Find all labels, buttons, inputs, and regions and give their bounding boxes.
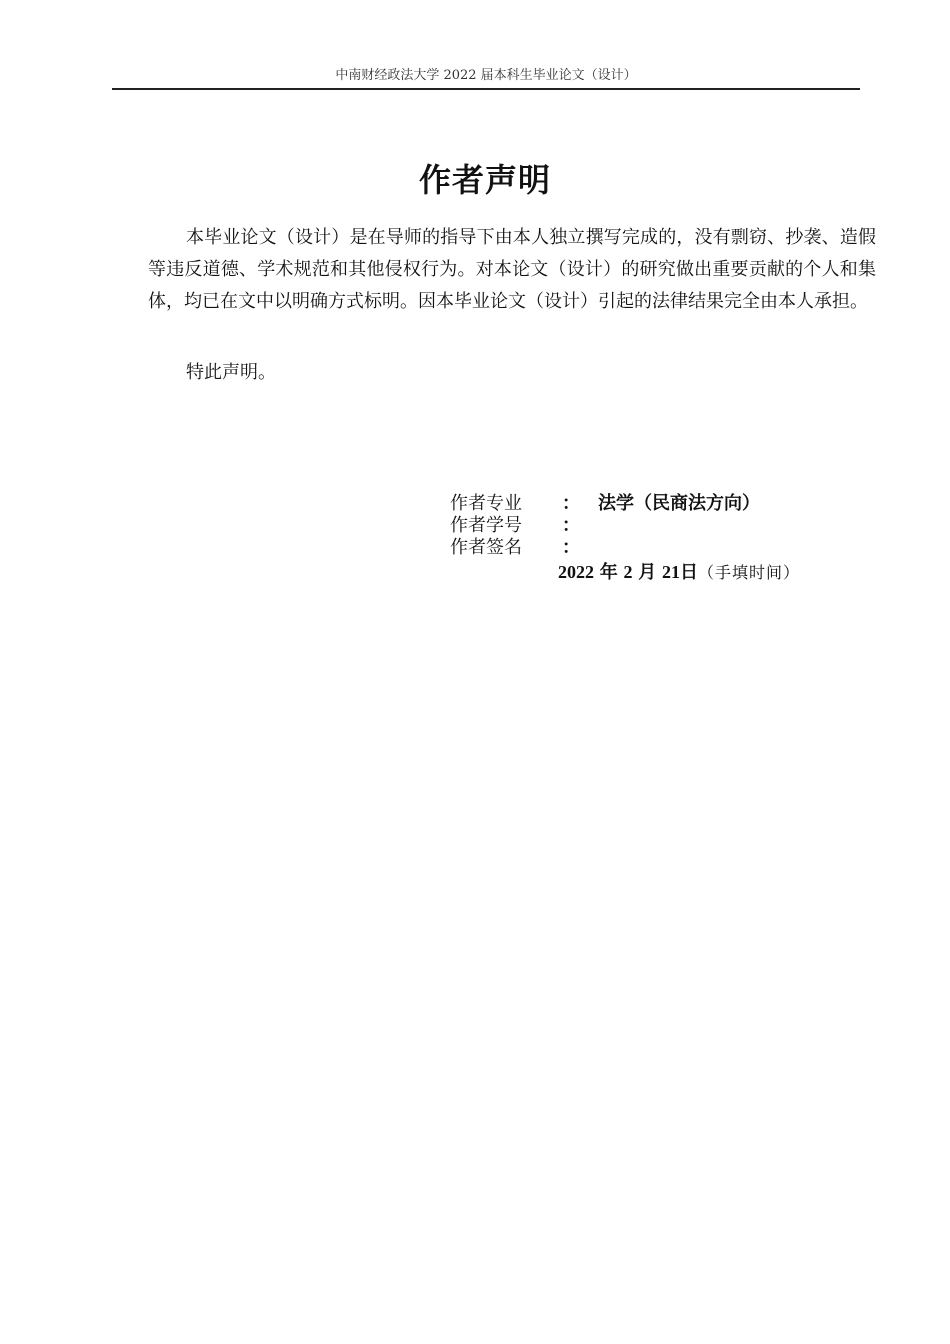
date-day-unit: 日 [679,562,698,583]
author-signature-label: 作者签名 [450,537,522,558]
date-year: 2022 [558,562,594,582]
author-student-id-colon: ： [562,515,580,536]
author-major-label: 作者专业 [450,493,522,514]
author-student-id-label: 作者学号 [450,515,522,536]
author-signature-colon: ： [562,537,580,558]
date-month-unit: 月 [638,562,657,583]
declaration-paragraph: 本毕业论文（设计）是在导师的指导下由本人独立撰写完成的，没有剽窃、抄袭、造假等违反道德、学术规范和其他侵权行为。对本论文（设计）的研究做出重要贡献的个人和集体，均已在文中以明确方式标明。因本毕业论文（设计）引起的法律结果完全由本人承担。 [148,227,876,312]
signature-date [558,560,800,585]
author-major-colon: ： [562,493,580,514]
author-student-id-row [450,515,598,537]
author-major-value: 法学（民商法方向） [598,493,760,514]
date-year-unit: 年 [599,562,618,583]
author-major-row [450,493,760,515]
header-text: 中南财经政法大学 2022 届本科生毕业论文（设计） [335,68,637,83]
page-title: 作者声明 [418,161,551,199]
date-day: 21 [661,562,680,582]
author-signature-row [450,537,598,559]
page-header [112,66,860,90]
date-note: （手填时间） [697,563,800,582]
declaration-closing: 特此声明。 [186,362,276,383]
date-month: 2 [623,562,633,582]
